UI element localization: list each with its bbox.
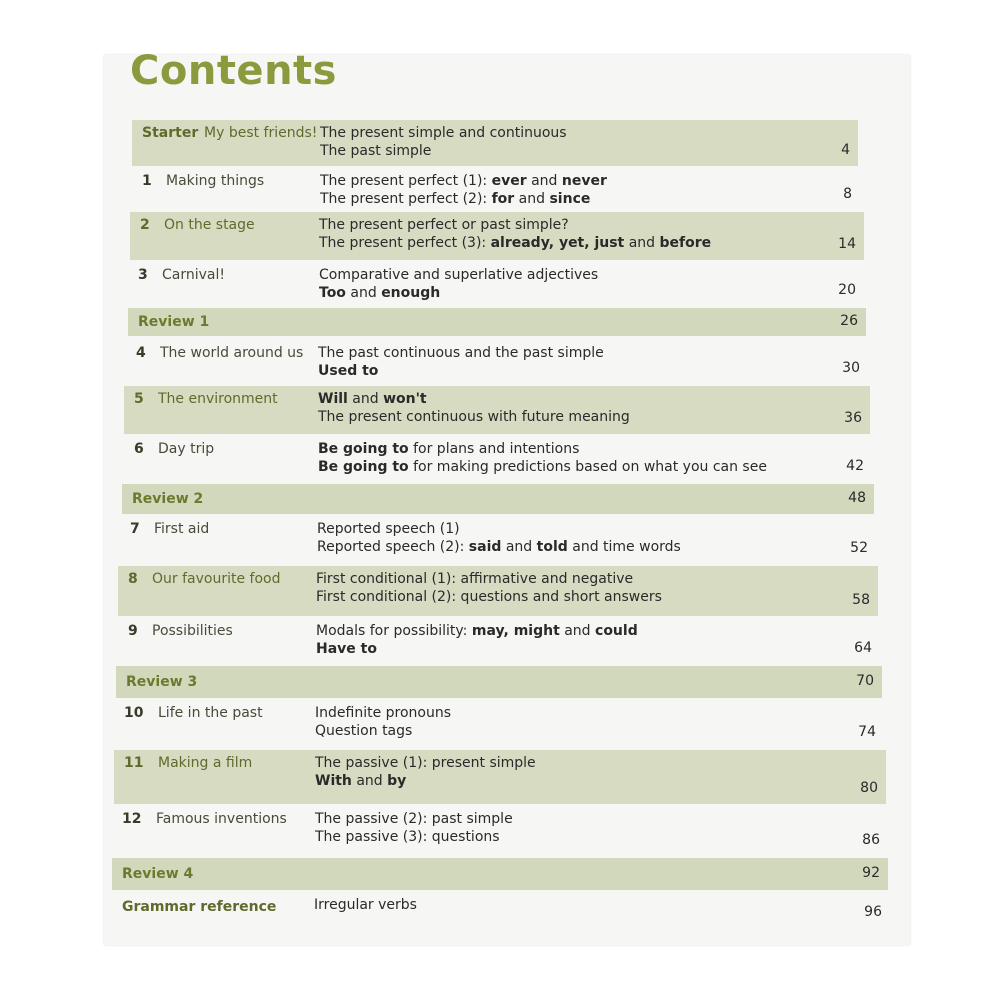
topic-line-1: [316, 570, 633, 589]
text-segment: and: [559, 623, 596, 639]
unit-row: [114, 750, 886, 804]
bold-term: Be going to: [318, 459, 409, 475]
text-segment: for plans and intentions: [408, 441, 580, 457]
page-number: 52: [850, 540, 868, 556]
topic-line-1: [320, 172, 607, 191]
unit-title: Our favourite food: [152, 571, 281, 587]
topic-line-1: [315, 810, 513, 829]
unit-row: [130, 212, 864, 260]
topic-line-1: [318, 390, 427, 409]
unit-row: [126, 340, 868, 384]
unit-number: 4: [136, 345, 146, 361]
bold-term: Too: [319, 285, 346, 301]
unit-title: Life in the past: [158, 705, 263, 721]
unit-number: 8: [128, 571, 138, 587]
text-segment: Modals for possibility:: [316, 623, 472, 639]
unit-number: 7: [130, 521, 140, 537]
bold-term: enough: [381, 285, 441, 301]
unit-row: [124, 386, 870, 434]
text-segment: and: [624, 235, 660, 251]
review-row: [116, 666, 882, 698]
unit-number: 5: [134, 391, 144, 407]
unit-number: 11: [124, 755, 144, 771]
text-segment: The present perfect or past simple?: [319, 217, 569, 233]
page-number: 42: [846, 458, 864, 474]
text-segment: First conditional (1): affirmative and negative: [316, 571, 634, 587]
text-segment: and time words: [567, 539, 681, 555]
text-segment: The past continuous and the past simple: [318, 345, 604, 361]
unit-row: [114, 700, 884, 748]
topic-line-1: [316, 622, 638, 641]
text-segment: The passive (3): questions: [315, 829, 500, 845]
unit-title: The world around us: [160, 345, 304, 361]
review-label: Review 2: [132, 490, 204, 507]
unit-row: [118, 566, 878, 616]
unit-title: On the stage: [164, 217, 255, 233]
unit-title: My best friends!: [204, 125, 318, 141]
bold-term: since: [549, 191, 591, 207]
unit-title: The environment: [158, 391, 278, 407]
bold-term: by: [387, 773, 407, 789]
unit-title: Making a film: [158, 755, 253, 771]
unit-row: [120, 516, 876, 564]
unit-row: [112, 806, 888, 856]
text-segment: The present perfect (2):: [320, 191, 492, 207]
unit-title: Carnival!: [162, 267, 225, 283]
page-number: 48: [848, 489, 866, 506]
bold-term: already, yet, just: [490, 235, 625, 251]
page-number: 64: [854, 640, 872, 656]
text-segment: and: [526, 173, 562, 189]
unit-number: Starter: [142, 125, 199, 141]
review-row: [122, 484, 874, 514]
unit-row: [128, 262, 864, 306]
unit-number: 12: [122, 811, 142, 827]
topic-line-2: [316, 640, 377, 659]
topic-line-1: [317, 520, 460, 539]
page-number: 58: [852, 592, 870, 608]
bold-term: Will: [318, 391, 348, 407]
page-title: Contents: [130, 48, 337, 94]
page-number: 30: [842, 360, 860, 376]
text-segment: The past simple: [320, 143, 432, 159]
text-segment: Reported speech (1): [317, 521, 460, 537]
topic-line-2: [318, 362, 378, 381]
bold-term: may, might: [471, 623, 560, 639]
bold-term: told: [536, 539, 568, 555]
text-segment: The present simple and continuous: [320, 125, 567, 141]
text-segment: and: [501, 539, 537, 555]
topic-line-2: [319, 284, 440, 303]
text-segment: The passive (1): present simple: [315, 755, 536, 771]
topic-line-2: [315, 722, 412, 741]
page-number: 86: [862, 832, 880, 848]
bold-term: never: [561, 173, 607, 189]
topic-line-2: [317, 538, 681, 557]
text-segment: and: [345, 285, 382, 301]
text-segment: The present continuous with future meaning: [318, 409, 630, 425]
topic-line-1: [318, 344, 604, 363]
page-number: 14: [838, 236, 856, 252]
topic-line-2: [315, 772, 406, 791]
page-number: 96: [864, 904, 882, 920]
page-number: 80: [860, 780, 878, 796]
bold-term: With: [315, 773, 352, 789]
page-number: 26: [840, 312, 858, 329]
topic-line-1: [314, 896, 417, 915]
text-segment: The present perfect (3):: [319, 235, 491, 251]
review-row: [128, 308, 866, 336]
unit-row: [118, 618, 880, 664]
unit-number: 3: [138, 267, 148, 283]
text-segment: and: [514, 191, 550, 207]
review-label: Review 3: [126, 673, 198, 690]
topic-line-1: [319, 266, 598, 285]
text-segment: Indefinite pronouns: [315, 705, 452, 721]
topic-line-1: [315, 704, 451, 723]
page-number: 8: [843, 186, 852, 202]
unit-row: [132, 168, 860, 210]
page-number: 20: [838, 282, 856, 298]
bold-term: Used to: [318, 363, 379, 379]
review-label: Review 4: [122, 865, 194, 882]
unit-number: 2: [140, 217, 150, 233]
topic-line-1: [319, 216, 569, 235]
bold-term: won't: [383, 391, 427, 407]
topic-line-2: [320, 190, 590, 209]
page-number: 70: [856, 672, 874, 689]
topic-line-1: [320, 124, 567, 143]
unit-title: Possibilities: [152, 623, 233, 639]
page-number: 74: [858, 724, 876, 740]
text-segment: Comparative and superlative adjectives: [319, 267, 599, 283]
grammar-reference-row: [112, 892, 890, 928]
topic-line-2: [319, 234, 711, 253]
text-segment: for making predictions based on what you can see: [408, 459, 767, 475]
text-segment: First conditional (2): questions and short answers: [316, 589, 662, 605]
text-segment: and: [347, 391, 384, 407]
topic-line-2: [320, 142, 431, 161]
review-label: Review 1: [138, 313, 210, 330]
bold-term: said: [468, 539, 502, 555]
page-number: 4: [841, 142, 850, 158]
topic-line-1: [315, 754, 536, 773]
bold-term: before: [659, 235, 712, 251]
page-number: 92: [862, 864, 880, 881]
unit-number: 10: [124, 705, 144, 721]
bold-term: could: [595, 623, 638, 639]
text-segment: The present perfect (1):: [320, 173, 492, 189]
bold-term: Be going to: [318, 441, 409, 457]
review-row: [112, 858, 888, 890]
unit-title: First aid: [154, 521, 210, 537]
unit-number: 6: [134, 441, 144, 457]
text-segment: Reported speech (2):: [317, 539, 469, 555]
unit-row: [132, 120, 858, 166]
topic-line-2: [316, 588, 662, 607]
topic-line-2: [315, 828, 500, 847]
unit-number: 9: [128, 623, 138, 639]
unit-number: 1: [142, 173, 152, 189]
text-segment: Question tags: [315, 723, 413, 739]
page-number: 36: [844, 410, 862, 426]
text-segment: Irregular verbs: [314, 897, 417, 913]
grammar-reference-label: Grammar reference: [122, 899, 277, 915]
unit-title: Day trip: [158, 441, 215, 457]
topic-line-1: [318, 440, 579, 459]
unit-title: Famous inventions: [156, 811, 287, 827]
bold-term: Have to: [316, 641, 377, 657]
topic-line-2: [318, 408, 630, 427]
bold-term: ever: [491, 173, 527, 189]
topic-line-2: [318, 458, 767, 477]
text-segment: The passive (2): past simple: [315, 811, 513, 827]
unit-row: [124, 436, 872, 482]
bold-term: for: [491, 191, 515, 207]
text-segment: and: [351, 773, 388, 789]
unit-title: Making things: [166, 173, 265, 189]
